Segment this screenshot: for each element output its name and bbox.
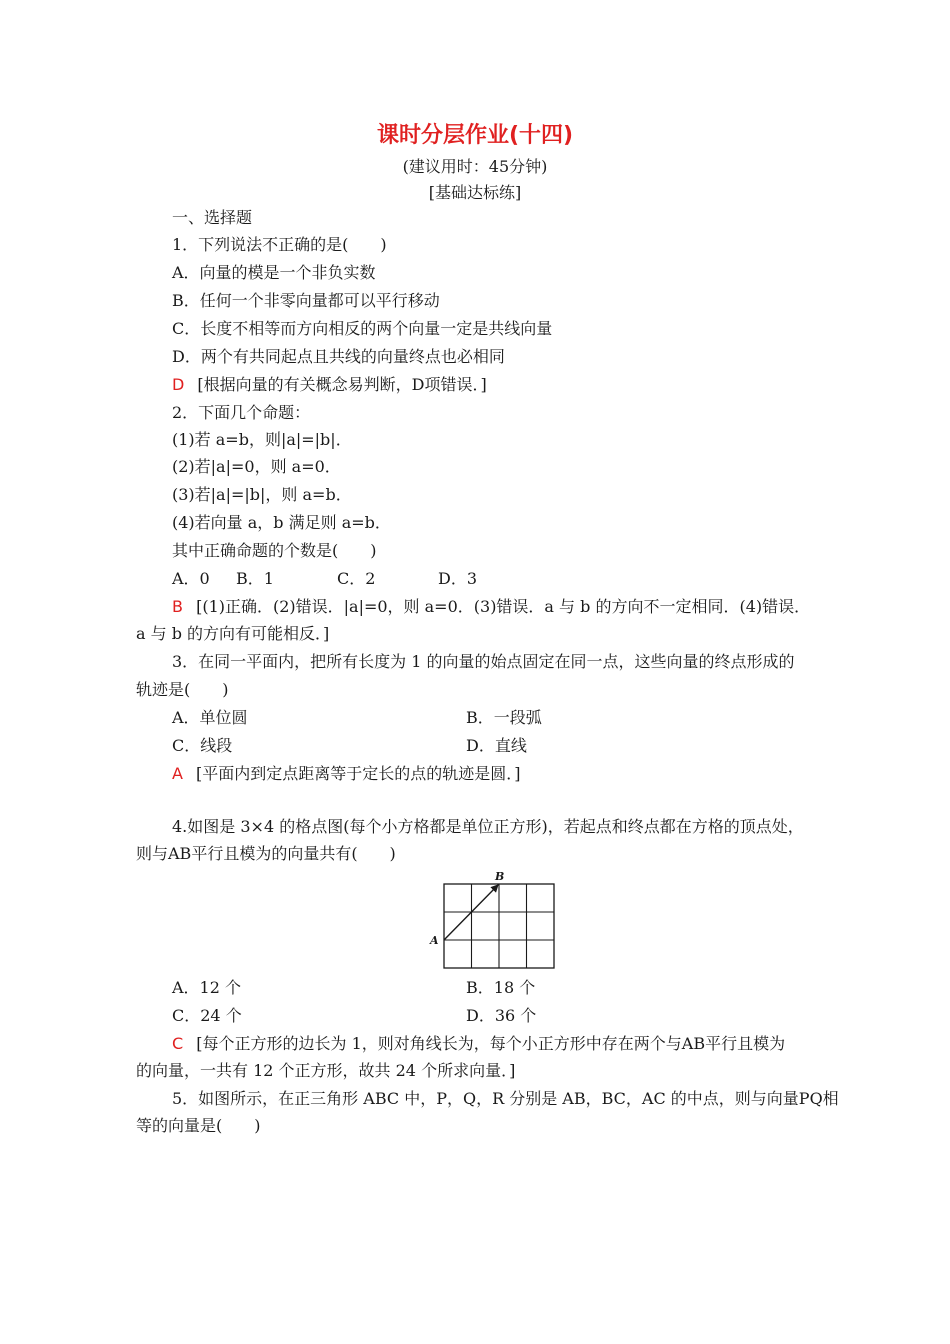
q3-option-b: B．一段弧 [466, 708, 542, 727]
q1-answer: D [172, 375, 185, 394]
q4-stem-line1: 4.如图是 3×4 的格点图(每个小方格都是单位正方形)，若起点和终点都在方格的顶点处， [172, 817, 804, 836]
q2-explanation-line2: a 与 b 的方向有可能相反．] [136, 624, 330, 643]
q5-stem-line1: 5．如图所示，在正三角形 ABC 中，P，Q，R 分别是 AB，BC，AC 的中点，则与向量PQ相 [172, 1089, 839, 1108]
q2-explanation-line1: [(1)正确．(2)错误．|a|=0，则 a=0．(3)错误．a 与 b 的方向不一定相同．(4)错误． [196, 597, 811, 616]
q4-stem-line2: 则与AB平行且模为的向量共有( ) [136, 844, 396, 863]
q2-proposition-1: (1)若 a=b，则|a|=|b|． [172, 430, 352, 449]
q3-explanation: [平面内到定点距离等于定长的点的轨迹是圆．] [196, 764, 521, 783]
q1-option-d: D．两个有共同起点且共线的向量终点也必相同 [172, 347, 505, 366]
section-heading: 一、选择题 [172, 208, 253, 227]
q2-proposition-3: (3)若|a|=|b|，则 a=b． [172, 485, 352, 504]
q3-option-d: D．直线 [466, 736, 527, 755]
q4-explanation-line2: 的向量，一共有 12 个正方形，故共 24 个所求向量．] [136, 1061, 516, 1080]
q3-stem-line1: 3．在同一平面内，把所有长度为 1 的向量的始点固定在同一点，这些向量的终点形成的 [172, 652, 795, 671]
q1-option-a: A．向量的模是一个非负实数 [172, 263, 376, 282]
point-a-label: A [430, 934, 439, 947]
q2-question: 其中正确命题的个数是( ) [172, 541, 377, 560]
time-hint: (建议用时：45分钟) [402, 157, 548, 176]
q4-explanation-line1: [每个正方形的边长为 1，则对角线长为，每个小正方形中存在两个与AB平行且模为 [196, 1034, 786, 1053]
q3-option-c: C．线段 [172, 736, 233, 755]
page-title: 课时分层作业(十四) [376, 123, 574, 148]
q3-answer-row [172, 763, 521, 785]
q2-proposition-4: (4)若向量 a，b 满足则 a=b． [172, 513, 391, 532]
q3-option-a: A．单位圆 [172, 708, 248, 727]
q4-option-b: B．18 个 [466, 978, 536, 997]
q2-option-c: C．2 [337, 569, 376, 588]
level-label: [基础达标练] [428, 183, 522, 202]
q1-option-c: C．长度不相等而方向相反的两个向量一定是共线向量 [172, 319, 553, 338]
q2-proposition-2: (2)若|a|=0，则 a=0． [172, 457, 341, 476]
q4-option-c: C．24 个 [172, 1006, 242, 1025]
q2-option-b: B．1 [236, 569, 274, 588]
q5-stem-line2: 等的向量是( ) [136, 1116, 261, 1135]
q4-option-a: A．12 个 [172, 978, 242, 997]
q2-stem: 2．下面几个命题： [172, 403, 311, 422]
q1-answer-row [172, 374, 487, 396]
q1-option-b: B．任何一个非零向量都可以平行移动 [172, 291, 440, 310]
q1-stem: 1．下列说法不正确的是( ) [172, 235, 387, 254]
q2-answer-row [172, 596, 810, 618]
q4-answer: C [172, 1034, 184, 1053]
q1-explanation: [根据向量的有关概念易判断，D项错误．] [197, 375, 487, 394]
q2-option-d: D．3 [438, 569, 478, 588]
point-b-label: B [495, 870, 505, 883]
q3-answer: A [172, 764, 183, 783]
q3-stem-line2: 轨迹是( ) [136, 680, 229, 699]
lattice-grid-figure [428, 868, 560, 972]
q4-answer-row [172, 1033, 785, 1055]
q4-option-d: D．36 个 [466, 1006, 537, 1025]
q2-answer: B [172, 597, 183, 616]
q2-option-a: A．0 [172, 569, 210, 588]
